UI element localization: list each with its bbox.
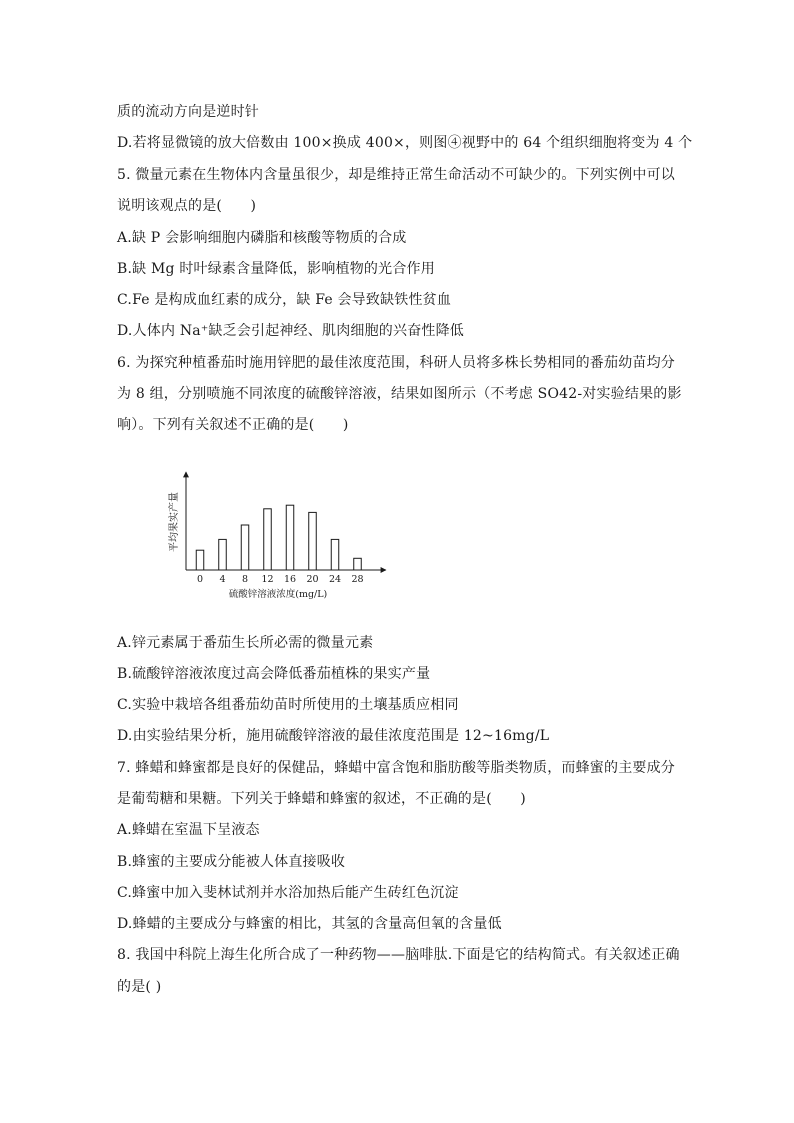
x-tick-label: 20 xyxy=(306,574,319,585)
text-line: 为 8 组，分别喷施不同浓度的硫酸锌溶液，结果如图所示（不考虑 SO42-对实验结果的影 xyxy=(117,386,682,402)
x-tick-label: 12 xyxy=(261,574,274,585)
question-6-stem: 6. 为探究种植番茄时施用锌肥的最佳浓度范围，科研人员将多株长势相同的番茄幼苗均分 xyxy=(117,355,676,371)
x-tick-labels xyxy=(197,574,364,585)
bar xyxy=(331,539,339,570)
option-b: B.硫酸锌溶液浓度过高会降低番茄植株的果实产量 xyxy=(117,666,431,682)
bar xyxy=(219,539,227,570)
text-line: 说明该观点的是( ) xyxy=(117,198,257,214)
option-b: B.缺 Mg 时叶绿素含量降低，影响植物的光合作用 xyxy=(117,261,435,277)
option-c: C.实验中栽培各组番茄幼苗时所使用的土壤基质应相同 xyxy=(117,697,459,713)
bar xyxy=(309,512,317,570)
bar-chart xyxy=(150,462,400,612)
option-a: A.锌元素属于番茄生长所必需的微量元素 xyxy=(117,635,374,651)
text-line: 的是( ) xyxy=(117,979,162,995)
x-tick-label: 8 xyxy=(241,574,249,585)
text-line: 质的流动方向是逆时针 xyxy=(117,104,259,120)
bars xyxy=(196,505,361,570)
text-line: D.若将显微镜的放大倍数由 100×换成 400×，则图④视野中的 64 个组织细胞将变为 4 个 xyxy=(117,135,693,151)
y-axis-label: 平均果实产量 xyxy=(169,492,180,552)
bar xyxy=(354,558,362,570)
question-5-stem: 5. 微量元素在生物体内含量虽很少，却是维持正常生命活动不可缺少的。下列实例中可以 xyxy=(117,167,676,183)
question-8-stem: 8. 我国中科院上海生化所合成了一种药物——脑啡肽.下面是它的结构简式。有关叙述正确 xyxy=(117,947,680,963)
x-tick-label: 0 xyxy=(196,574,204,585)
option-a: A.蜂蜡在室温下呈液态 xyxy=(117,822,260,838)
option-d: D.蜂蜡的主要成分与蜂蜜的相比，其氢的含量高但氧的含量低 xyxy=(117,916,502,932)
x-axis-label: 硫酸锌溶液浓度(mg/L) xyxy=(228,589,328,600)
question-7-stem: 7. 蜂蜡和蜂蜜都是良好的保健品，蜂蜡中富含饱和脂肪酸等脂类物质，而蜂蜜的主要成分 xyxy=(117,760,676,776)
bar xyxy=(196,550,204,570)
bar xyxy=(241,525,249,570)
x-tick-label: 24 xyxy=(328,574,342,585)
bar xyxy=(286,505,294,570)
x-tick-label: 4 xyxy=(219,574,226,585)
text-line: 响）。下列有关叙述不正确的是( ) xyxy=(117,417,349,433)
bar xyxy=(264,509,272,570)
option-d: D.由实验结果分析，施用硫酸锌溶液的最佳浓度范围是 12~16mg/L xyxy=(117,728,550,744)
option-c: C.蜂蜜中加入斐林试剂并水浴加热后能产生砖红色沉淀 xyxy=(117,885,459,901)
x-tick-label: 16 xyxy=(283,574,297,585)
option-a: A.缺 P 会影响细胞内磷脂和核酸等物质的合成 xyxy=(117,230,407,246)
text-line: 是葡萄糖和果糖。下列关于蜂蜡和蜂蜜的叙述，不正确的是( ) xyxy=(117,791,526,807)
option-c: C.Fe 是构成血红素的成分，缺 Fe 会导致缺铁性贫血 xyxy=(117,292,452,308)
option-d: D.人体内 Na⁺缺乏会引起神经、肌肉细胞的兴奋性降低 xyxy=(117,323,465,339)
option-b: B.蜂蜜的主要成分能被人体直接吸收 xyxy=(117,854,346,870)
x-tick-label: 28 xyxy=(351,574,364,585)
